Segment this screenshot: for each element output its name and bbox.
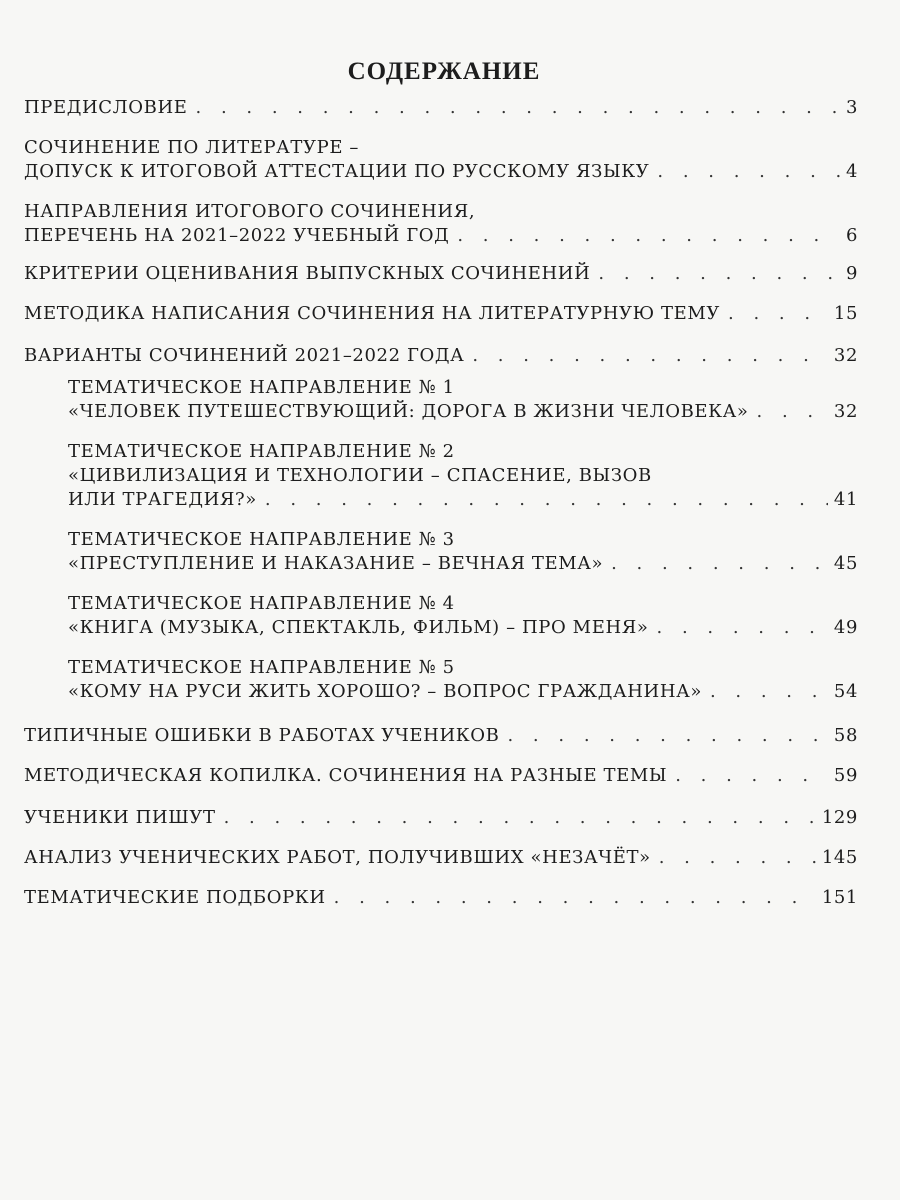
toc-entry-title: АНАЛИЗ УЧЕНИЧЕСКИХ РАБОТ, ПОЛУЧИВШИХ «НЕЗАЧЁТ» bbox=[24, 847, 651, 868]
toc-entry-title-line: ИЛИ ТРАГЕДИЯ?» bbox=[68, 489, 257, 510]
toc-entry-essay-variants[interactable] bbox=[24, 344, 858, 368]
toc-entry-directions[interactable] bbox=[24, 200, 858, 248]
toc-entry-methodology[interactable] bbox=[24, 302, 858, 326]
toc-page-number: 4 bbox=[845, 161, 858, 182]
dot-leader bbox=[472, 344, 828, 368]
toc-subentry-direction-1[interactable] bbox=[68, 376, 858, 424]
toc-entry-title: МЕТОДИЧЕСКАЯ КОПИЛКА. СОЧИНЕНИЯ НА РАЗНЫЕ ТЕМЫ bbox=[24, 765, 668, 786]
toc-page-number: 32 bbox=[833, 401, 858, 422]
toc-subentry-direction-3[interactable] bbox=[68, 528, 858, 576]
toc-entry-title-line: ТЕМАТИЧЕСКОЕ НАПРАВЛЕНИЕ № 1 bbox=[68, 377, 455, 398]
dot-leader bbox=[611, 552, 828, 576]
toc-entry-title-line: ТЕМАТИЧЕСКОЕ НАПРАВЛЕНИЕ № 3 bbox=[68, 529, 455, 550]
toc-page-number: 49 bbox=[833, 617, 858, 638]
toc-entry-title-line: «ПРЕСТУПЛЕНИЕ И НАКАЗАНИЕ – ВЕЧНАЯ ТЕМА» bbox=[68, 553, 604, 574]
dot-leader bbox=[659, 846, 816, 870]
dot-leader bbox=[196, 96, 840, 120]
dot-leader bbox=[457, 224, 840, 248]
toc-page-number: 129 bbox=[821, 807, 858, 828]
toc-entry-typical-errors[interactable] bbox=[24, 724, 858, 748]
toc-entry-thematic-selections[interactable] bbox=[24, 886, 858, 910]
toc-page-number: 151 bbox=[821, 887, 858, 908]
toc-entry-title-line: «КОМУ НА РУСИ ЖИТЬ ХОРОШО? – ВОПРОС ГРАЖДАНИНА» bbox=[68, 681, 702, 702]
toc-entry-title: ПРЕДИСЛОВИЕ bbox=[24, 97, 188, 118]
toc-subentry-direction-5[interactable] bbox=[68, 656, 858, 704]
toc-entry-title-line: ТЕМАТИЧЕСКОЕ НАПРАВЛЕНИЕ № 2 bbox=[68, 441, 455, 462]
toc-entry-title-line: ТЕМАТИЧЕСКОЕ НАПРАВЛЕНИЕ № 4 bbox=[68, 593, 455, 614]
toc-page-number: 3 bbox=[845, 97, 858, 118]
toc-page-number: 58 bbox=[833, 725, 858, 746]
toc-entry-title-line: ДОПУСК К ИТОГОВОЙ АТТЕСТАЦИИ ПО РУССКОМУ ЯЗЫКУ bbox=[24, 161, 650, 182]
dot-leader bbox=[710, 680, 828, 704]
toc-page-number: 145 bbox=[821, 847, 858, 868]
toc-entry-title-line: ПЕРЕЧЕНЬ НА 2021–2022 УЧЕБНЫЙ ГОД bbox=[24, 225, 450, 246]
toc-entry-title: УЧЕНИКИ ПИШУТ bbox=[24, 807, 216, 828]
toc-page-number: 9 bbox=[845, 263, 858, 284]
dot-leader bbox=[728, 302, 828, 326]
toc-entry-criteria[interactable] bbox=[24, 262, 858, 286]
toc-entry-essay-admission[interactable] bbox=[24, 136, 858, 184]
toc-page-number: 54 bbox=[833, 681, 858, 702]
toc-entry-title: КРИТЕРИИ ОЦЕНИВАНИЯ ВЫПУСКНЫХ СОЧИНЕНИЙ bbox=[24, 263, 591, 284]
toc-page-number: 15 bbox=[833, 303, 858, 324]
dot-leader bbox=[675, 764, 828, 788]
toc-entry-students-write[interactable] bbox=[24, 806, 858, 830]
toc-entry-title-line: СОЧИНЕНИЕ ПО ЛИТЕРАТУРЕ – bbox=[24, 137, 360, 158]
toc-entry-title-line: «ЧЕЛОВЕК ПУТЕШЕСТВУЮЩИЙ: ДОРОГА В ЖИЗНИ ЧЕЛОВЕКА» bbox=[68, 401, 749, 422]
toc-entry-title-line: «ЦИВИЛИЗАЦИЯ И ТЕХНОЛОГИИ – СПАСЕНИЕ, ВЫЗОВ bbox=[68, 465, 652, 486]
dot-leader bbox=[507, 724, 827, 748]
dot-leader bbox=[598, 262, 840, 286]
toc-entry-methodical-collection[interactable] bbox=[24, 764, 858, 788]
page-title: СОДЕРЖАНИЕ bbox=[347, 58, 541, 85]
toc-entry-title: ТЕМАТИЧЕСКИЕ ПОДБОРКИ bbox=[24, 887, 326, 908]
dot-leader bbox=[334, 886, 816, 910]
toc-entry-title: ТИПИЧНЫЕ ОШИБКИ В РАБОТАХ УЧЕНИКОВ bbox=[24, 725, 500, 746]
dot-leader bbox=[657, 160, 840, 184]
toc-entry-title-line: «КНИГА (МУЗЫКА, СПЕКТАКЛЬ, ФИЛЬМ) – ПРО МЕНЯ» bbox=[68, 617, 649, 638]
toc-entry-preface[interactable] bbox=[24, 96, 858, 120]
toc-page-number: 41 bbox=[833, 489, 858, 510]
toc-entry-analysis[interactable] bbox=[24, 846, 858, 870]
dot-leader bbox=[224, 806, 816, 830]
dot-leader bbox=[757, 400, 828, 424]
toc-subentry-direction-2[interactable] bbox=[68, 440, 858, 512]
toc-entry-title: ВАРИАНТЫ СОЧИНЕНИЙ 2021–2022 ГОДА bbox=[24, 345, 465, 366]
toc-page-number: 32 bbox=[833, 345, 858, 366]
dot-leader bbox=[265, 488, 828, 512]
dot-leader bbox=[657, 616, 828, 640]
toc-page-number: 59 bbox=[833, 765, 858, 786]
toc-entry-title: МЕТОДИКА НАПИСАНИЯ СОЧИНЕНИЯ НА ЛИТЕРАТУРНУЮ ТЕМУ bbox=[24, 303, 721, 324]
toc-subentry-direction-4[interactable] bbox=[68, 592, 858, 640]
toc-page-number: 45 bbox=[833, 553, 858, 574]
toc-entry-title-line: НАПРАВЛЕНИЯ ИТОГОВОГО СОЧИНЕНИЯ, bbox=[24, 201, 476, 222]
toc-entry-title-line: ТЕМАТИЧЕСКОЕ НАПРАВЛЕНИЕ № 5 bbox=[68, 657, 455, 678]
toc-page-number: 6 bbox=[845, 225, 858, 246]
